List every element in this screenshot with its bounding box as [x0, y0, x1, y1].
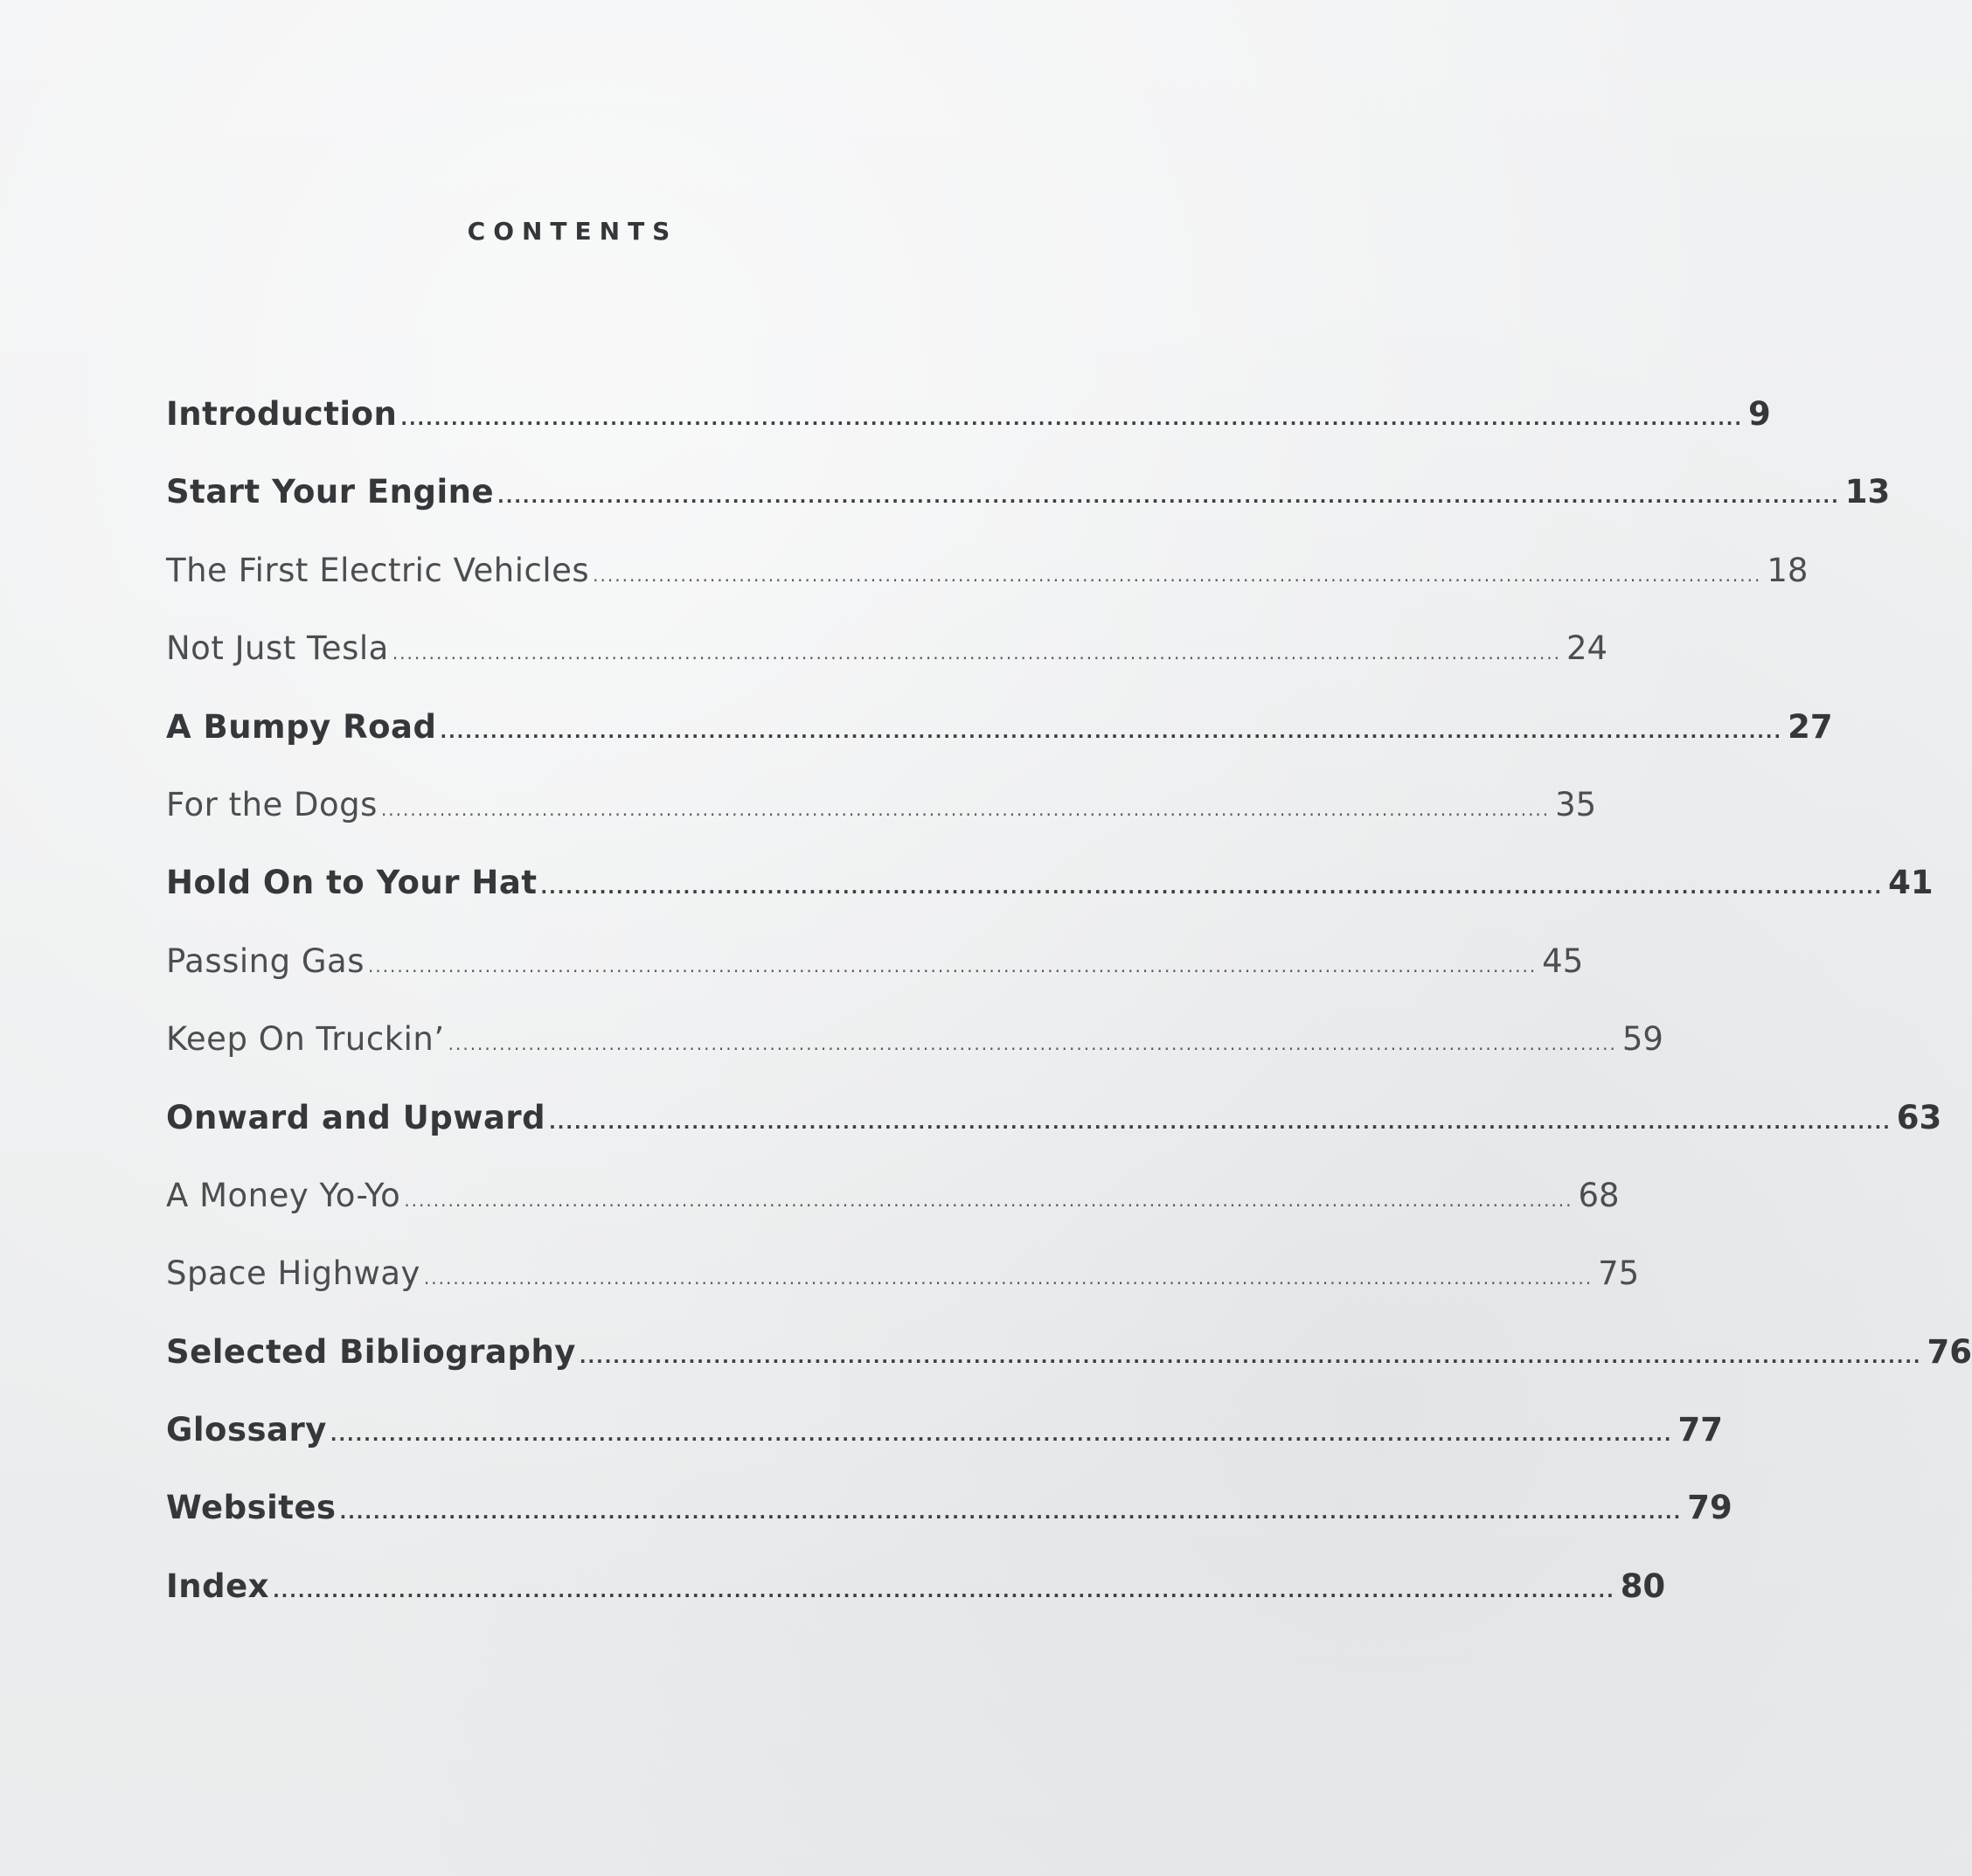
dot-leader: ................................................................................................................................................................ — [273, 1580, 1615, 1602]
toc-entry — [166, 473, 1891, 551]
toc-entry-title: Onward and Upward — [166, 1098, 546, 1136]
toc-entry-title: For the Dogs — [166, 785, 378, 823]
toc-entry — [166, 1098, 1942, 1177]
toc-entry-page: 68 — [1578, 1176, 1620, 1214]
toc-entry-page: 18 — [1767, 551, 1809, 589]
dot-leader: ................................................................................................................................................................ — [330, 1424, 1673, 1446]
dot-leader: ................................................................................................................................................................ — [380, 798, 1551, 820]
dot-leader: ................................................................................................................................................................ — [339, 1502, 1683, 1524]
dot-leader: ................................................................................................................................................................ — [448, 1033, 1617, 1055]
dot-leader: ................................................................................................................................................................ — [549, 1111, 1892, 1133]
dot-leader: ................................................................................................................................................................ — [400, 408, 1743, 429]
toc-entry-title: Introduction — [166, 395, 398, 433]
toc-entry-title: Space Highway — [166, 1254, 420, 1293]
toc-entry-title: Websites — [166, 1489, 337, 1527]
dot-leader: ................................................................................................................................................................ — [593, 564, 1762, 586]
toc-entry-title: Hold On to Your Hat — [166, 864, 538, 902]
toc-entry-title: A Bumpy Road — [166, 707, 437, 746]
dot-leader: ................................................................................................................................................................ — [540, 877, 1884, 899]
toc-entry — [166, 1332, 1972, 1411]
toc-entry-page: 45 — [1542, 941, 1584, 980]
toc-entry — [166, 864, 1934, 941]
toc-entry-page: 63 — [1896, 1098, 1942, 1136]
toc-entry-title: Passing Gas — [166, 941, 365, 980]
table-of-contents — [166, 395, 1972, 1645]
toc-entry-page: 24 — [1566, 629, 1608, 668]
toc-entry — [166, 707, 1833, 786]
contents-heading: CONTENTS — [467, 217, 678, 246]
toc-entry-page: 35 — [1555, 785, 1597, 823]
toc-entry — [166, 1254, 1640, 1332]
toc-entry — [166, 1411, 1723, 1489]
toc-entry — [166, 1567, 1666, 1645]
toc-entry-title: Glossary — [166, 1411, 327, 1449]
dot-leader: ................................................................................................................................................................ — [497, 486, 1840, 508]
toc-entry — [166, 395, 1771, 473]
toc-entry-page: 79 — [1687, 1489, 1732, 1527]
toc-entry-title: Index — [166, 1567, 270, 1605]
dot-leader: ................................................................................................................................................................ — [440, 720, 1783, 742]
dot-leader: ................................................................................................................................................................ — [579, 1345, 1922, 1367]
toc-entry-title: The First Electric Vehicles — [166, 551, 590, 589]
toc-entry-title: Start Your Engine — [166, 473, 495, 511]
toc-entry — [166, 1489, 1732, 1567]
toc-entry-page: 76 — [1927, 1332, 1972, 1371]
toc-entry-page: 9 — [1747, 395, 1771, 433]
toc-entry — [166, 629, 1608, 707]
toc-entry-page: 13 — [1844, 473, 1891, 511]
toc-entry-page: 80 — [1620, 1567, 1666, 1605]
dot-leader: ................................................................................................................................................................ — [367, 955, 1538, 976]
toc-entry-page: 27 — [1788, 707, 1833, 746]
toc-entry — [166, 941, 1584, 1020]
toc-entry — [166, 551, 1809, 629]
toc-entry — [166, 1020, 1663, 1098]
toc-entry-title: A Money Yo-Yo — [166, 1176, 401, 1214]
dot-leader: ................................................................................................................................................................ — [392, 643, 1561, 664]
toc-entry — [166, 785, 1597, 864]
toc-entry — [166, 1176, 1620, 1254]
toc-entry-page: 77 — [1677, 1411, 1723, 1449]
dot-leader: ................................................................................................................................................................ — [404, 1189, 1573, 1211]
toc-entry-page: 41 — [1888, 864, 1934, 902]
toc-entry-title: Keep On Truckin’ — [166, 1020, 445, 1059]
toc-entry-title: Not Just Tesla — [166, 629, 389, 668]
toc-entry-page: 75 — [1598, 1254, 1640, 1293]
dot-leader: ................................................................................................................................................................ — [423, 1268, 1594, 1289]
toc-entry-title: Selected Bibliography — [166, 1332, 576, 1371]
toc-entry-page: 59 — [1621, 1020, 1663, 1059]
